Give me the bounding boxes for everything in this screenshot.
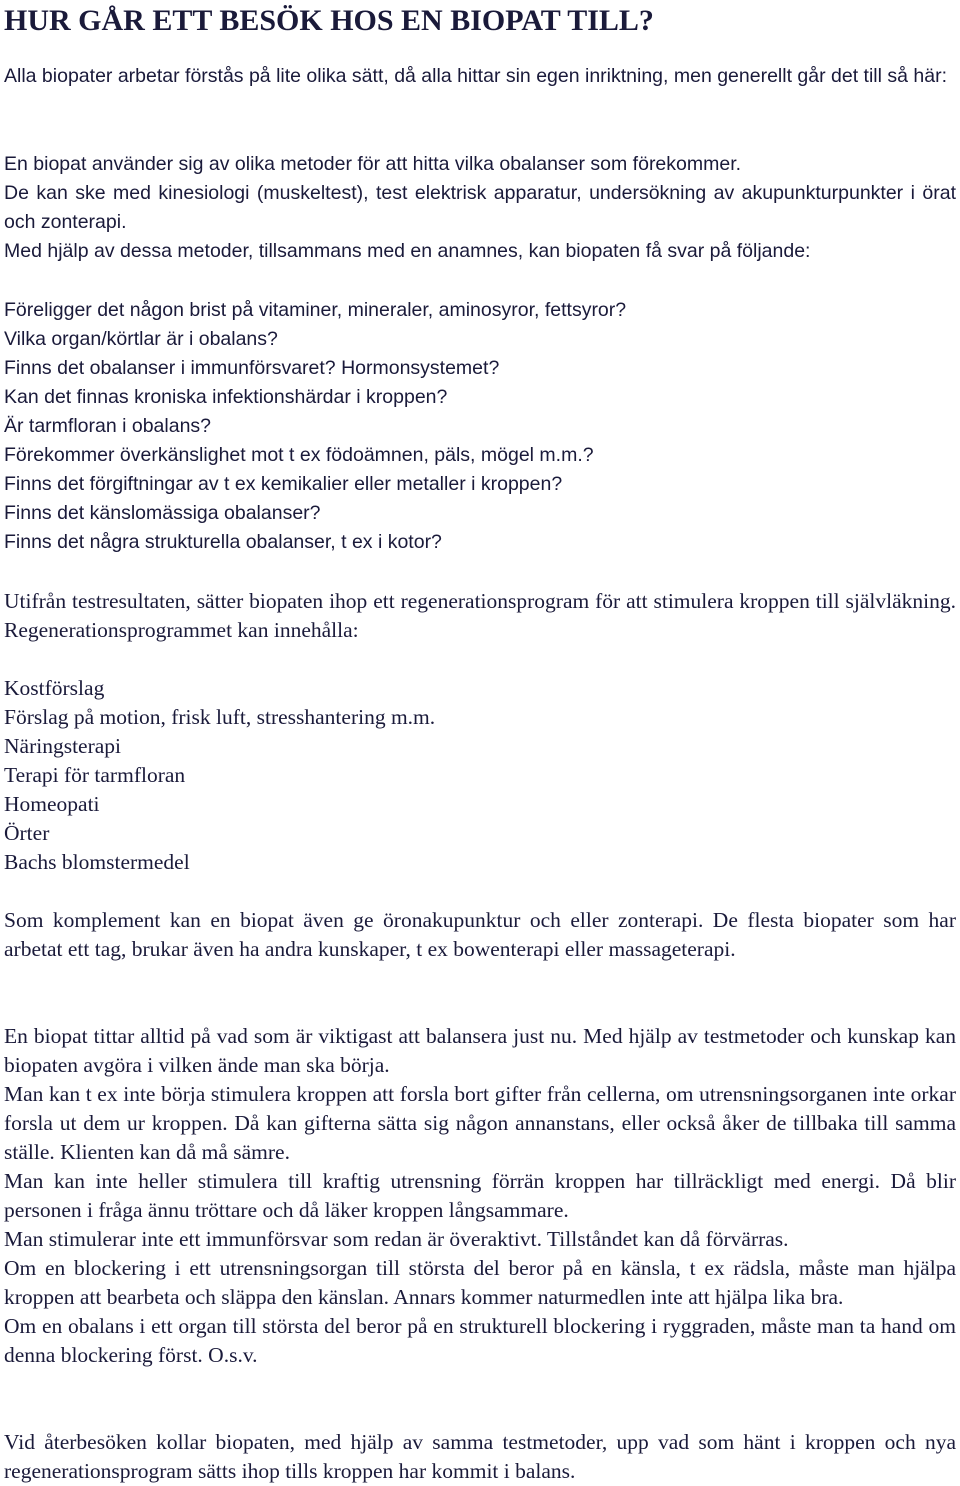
program-item: Näringsterapi bbox=[4, 734, 122, 758]
program-items-list bbox=[4, 674, 956, 877]
program-item: Terapi för tarmfloran bbox=[4, 763, 186, 787]
priority-paragraph: Om en blockering i ett utrensningsorgan till största del beror på en känsla, t ex rädsla, måste man hjälpa kroppen att bearbeta och släppa den känslan. Annars kommer naturmedlen inte att hjälpa lika bra. bbox=[4, 1256, 956, 1309]
priorities-section bbox=[4, 1022, 956, 1370]
question-item: Kan det finnas kroniska infektionshärdar i kroppen? bbox=[4, 386, 448, 408]
question-item: Finns det förgiftningar av t ex kemikalier eller metaller i kroppen? bbox=[4, 473, 563, 495]
program-item: Bachs blomstermedel bbox=[4, 850, 190, 874]
priority-paragraph: Man kan inte heller stimulera till kraftig utrensning förrän kroppen har tillräckligt med energi. Då blir personen i fråga ännu tröttare och då läker kroppen långsammare. bbox=[4, 1169, 956, 1222]
program-intro bbox=[4, 587, 956, 645]
program-intro-text: Utifrån testresultaten, sätter biopaten ihop ett regenerationsprogram för att stimulera kroppen till självläkning. Regenerationsprogrammet kan innehålla: bbox=[4, 589, 956, 642]
question-item: Finns det känslomässiga obalanser? bbox=[4, 502, 321, 524]
methods-line-2: De kan ske med kinesiologi (muskeltest), test elektrisk apparatur, undersökning av akupunkturpunkter i örat och zonterapi. bbox=[4, 182, 956, 233]
methods-line-3: Med hjälp av dessa metoder, tillsammans med en anamnes, kan biopaten få svar på följande: bbox=[4, 240, 811, 262]
intro-paragraph bbox=[4, 62, 956, 91]
priority-paragraph: En biopat tittar alltid på vad som är viktigast att balansera just nu. Med hjälp av testmetoder och kunskap kan biopaten avgöra i vilken ände man ska börja. bbox=[4, 1024, 956, 1077]
question-item: Vilka organ/körtlar är i obalans? bbox=[4, 328, 278, 350]
program-item: Homeopati bbox=[4, 792, 100, 816]
question-item: Finns det obalanser i immunförsvaret? Hormonsystemet? bbox=[4, 357, 500, 379]
complement-paragraph bbox=[4, 906, 956, 964]
methods-line-1: En biopat använder sig av olika metoder för att hitta vilka obalanser som förekommer. bbox=[4, 153, 742, 175]
questions-list bbox=[4, 296, 956, 557]
page-title: HUR GÅR ETT BESÖK HOS EN BIOPAT TILL? bbox=[4, 4, 654, 37]
priority-paragraph: Om en obalans i ett organ till största del beror på en strukturell blockering i ryggraden, måste man ta hand om denna blockering först. O.s.v. bbox=[4, 1314, 956, 1367]
intro-text: Alla biopater arbetar förstås på lite olika sätt, då alla hittar sin egen inriktning, men generellt går det till så här: bbox=[4, 65, 948, 87]
complement-text: Som komplement kan en biopat även ge öronakupunktur och eller zonterapi. De flesta biopater som har arbetat ett tag, brukar även ha andra kunskaper, t ex bowenterapi eller massageterapi. bbox=[4, 908, 956, 961]
program-item: Förslag på motion, frisk luft, stresshantering m.m. bbox=[4, 705, 436, 729]
program-item: Örter bbox=[4, 821, 50, 845]
revisit-text: Vid återbesöken kollar biopaten, med hjälp av samma testmetoder, upp vad som hänt i kroppen och nya regenerationsprogram sätts ihop tills kroppen har kommit i balans. bbox=[4, 1430, 956, 1483]
priority-paragraph: Man stimulerar inte ett immunförsvar som redan är överaktivt. Tillståndet kan då förvärras. bbox=[4, 1227, 789, 1251]
question-item: Finns det några strukturella obalanser, t ex i kotor? bbox=[4, 531, 442, 553]
priority-paragraph: Man kan t ex inte börja stimulera kroppen att forsla bort gifter från cellerna, om utrensningsorganen inte orkar forsla ut dem ur kroppen. Då kan gifterna sätta sig någon annanstans, eller också åker de tillbaka till samma ställe. Klienten kan då må sämre. bbox=[4, 1082, 956, 1164]
question-item: Är tarmfloran i obalans? bbox=[4, 415, 212, 437]
question-item: Föreligger det någon brist på vitaminer, mineraler, aminosyror, fettsyror? bbox=[4, 299, 627, 321]
program-item: Kostförslag bbox=[4, 676, 105, 700]
question-item: Förekommer överkänslighet mot t ex födoämnen, päls, mögel m.m.? bbox=[4, 444, 594, 466]
methods-section bbox=[4, 150, 956, 266]
revisit-paragraph bbox=[4, 1428, 956, 1486]
